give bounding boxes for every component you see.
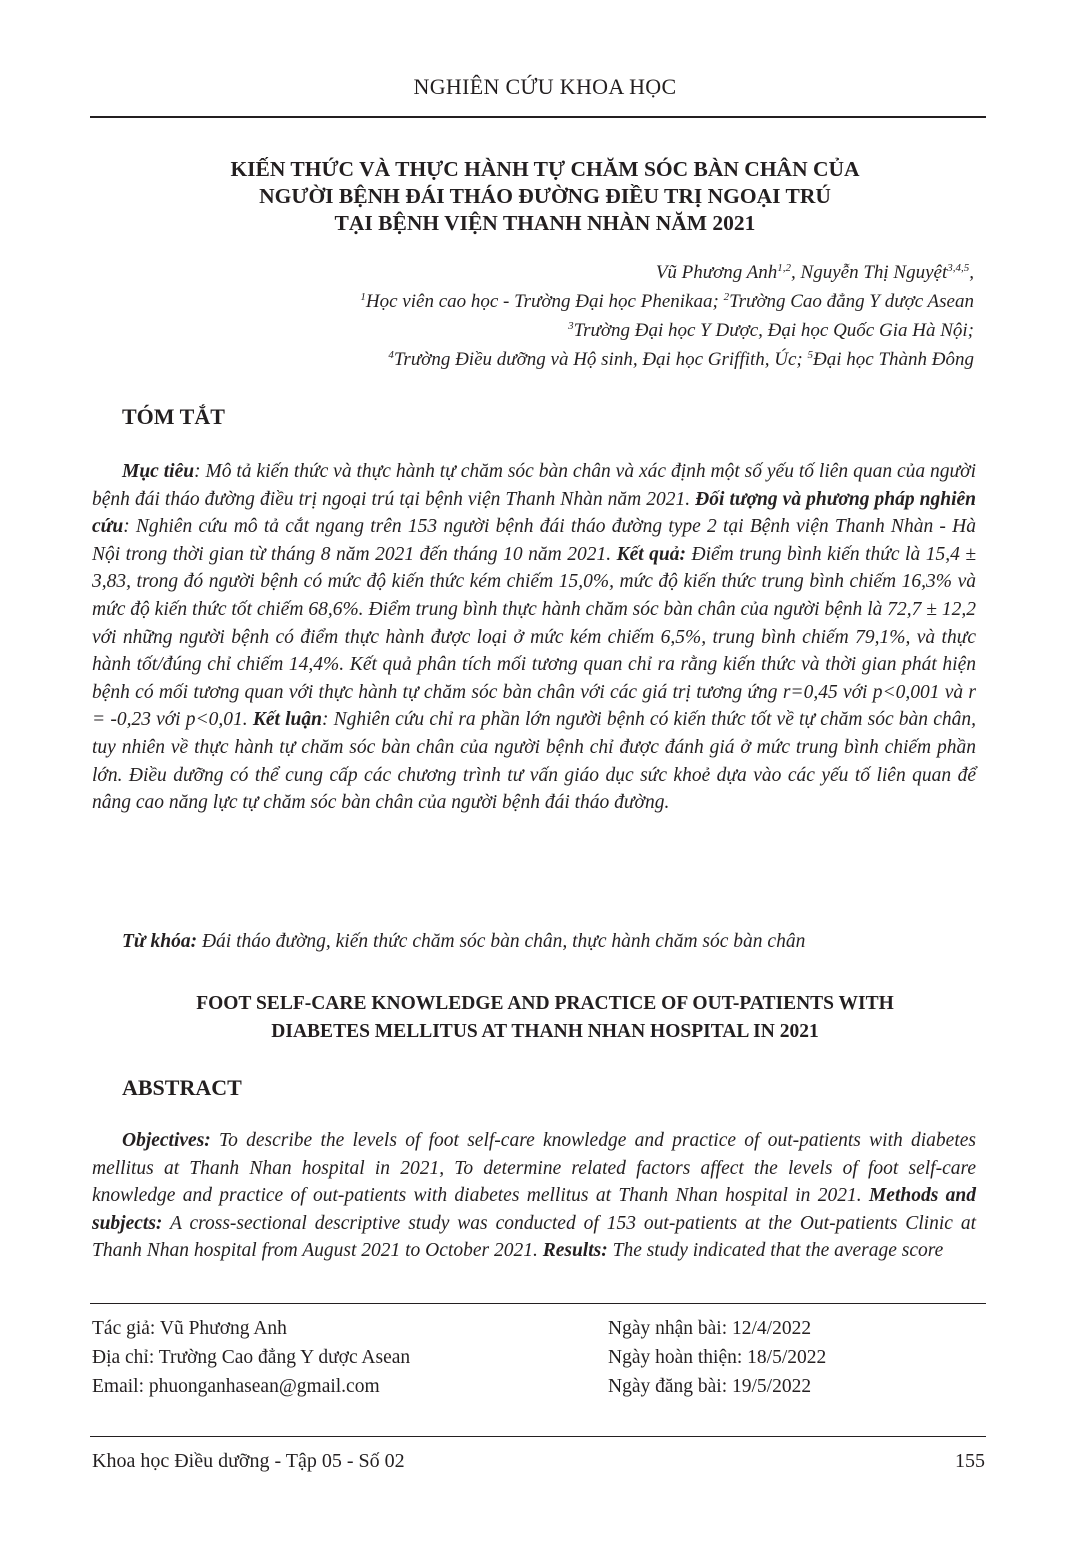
superscript: 5 <box>807 349 814 361</box>
bold-label: Objectives: <box>122 1130 211 1151</box>
title-vn-line: KIẾN THỨC VÀ THỰC HÀNH TỰ CHĂM SÓC BÀN CHÂN CỦA <box>230 157 860 181</box>
author-names <box>360 258 974 287</box>
bold-label: Methods and subjects: <box>92 1185 976 1234</box>
text-run: : Nghiên cứu mô tả cắt ngang trên 153 người bệnh đái tháo đường type 2 tại Bệnh viện Thanh Nhàn - Hà Nội trong thời gian từ tháng 8 năm 2021 đến tháng 10 năm 2021. <box>92 516 976 565</box>
text-run: Đại học Thành Đông <box>813 349 974 370</box>
text-run: Vũ Phương Anh <box>655 262 778 283</box>
author-email: Email: phuonganhasean@gmail.com <box>92 1376 380 1397</box>
title-vn-line: NGƯỜI BỆNH ĐÁI THÁO ĐƯỜNG ĐIỀU TRỊ NGOẠI TRÚ <box>259 184 831 208</box>
text-run: Trường Đại học Y Dược, Đại học Quốc Gia Hà Nội; <box>573 320 974 341</box>
affiliation-line <box>360 345 974 374</box>
keywords-vn <box>92 928 976 956</box>
text-run: , <box>969 262 974 283</box>
date-revised: Ngày hoàn thiện: 18/5/2022 <box>608 1347 827 1368</box>
page-number: 155 <box>955 1450 985 1472</box>
superscript: 4 <box>388 349 394 361</box>
text-run: Điểm trung bình kiến thức là 15,4 ± 3,83, trong đó người bệnh có mức độ kiến thức kém chiếm 15,0%, mức độ kiến thức trung bình chiếm 16,3% và mức độ kiến thức tốt chiếm 68,6%. Điểm trung bình thực hành chăm sóc bàn chân của người bệnh là 72,7 ± 12,2 với những người bệnh có điểm thực hành được loại ở mức kém chiếm 6,5%, trung bình chiếm 79,1%, và thực hành tốt/đúng chỉ chiếm 14,4%. Kết quả phân tích mối tương quan chỉ ra rằng kiến thức và thời gian phát hiện bệnh có mối tương quan với thực hành tự chăm sóc bàn chân với các giá trị tương ứng r=0,45 với p<0,001 và r = -0,23 với p<0,01. <box>92 543 977 731</box>
article-title-en <box>60 990 1030 1046</box>
running-header: NGHIÊN CỨU KHOA HỌC <box>413 74 677 99</box>
superscript: 1 <box>360 291 366 303</box>
header-rule <box>90 116 986 118</box>
correspondence-info <box>92 1314 410 1401</box>
text-run: Trường Điều dưỡng và Hộ sinh, Đại học Griffith, Úc; <box>393 349 808 370</box>
publication-dates <box>608 1314 826 1401</box>
text-run: , Nguyễn Thị Nguyệt <box>791 262 948 283</box>
summary-heading: TÓM TẮT <box>122 404 225 429</box>
abstract-heading: ABSTRACT <box>122 1075 242 1100</box>
author-block <box>360 258 974 374</box>
affiliation-line <box>360 316 974 345</box>
bold-label: Results: <box>542 1240 608 1262</box>
bold-label: Mục tiêu <box>122 461 195 482</box>
affiliation-line <box>360 287 974 316</box>
text-run: : Mô tả kiến thức và thực hành tự chăm sóc bàn chân và xác định một số yếu tố liên quan của người bệnh đái tháo đường điều trị ngoại trú tại bệnh viện Thanh Nhàn năm 2021. <box>92 461 976 510</box>
text-run: Trường Cao đẳng Y dược Asean <box>729 291 974 312</box>
summary-paragraph-vn <box>92 458 976 817</box>
text-run: Đái tháo đường, kiến thức chăm sóc bàn chân, thực hành chăm sóc bàn chân <box>197 931 806 952</box>
bold-label: Từ khóa: <box>122 931 198 952</box>
superscript: 3 <box>568 320 574 332</box>
date-received: Ngày nhận bài: 12/4/2022 <box>608 1318 812 1339</box>
title-vn-line: TẠI BỆNH VIỆN THANH NHÀN NĂM 2021 <box>334 211 756 235</box>
corresponding-author: Tác giả: Vũ Phương Anh <box>92 1318 287 1339</box>
text-run: A cross-sectional descriptive study was conducted of 153 out-patients at the Out-patients Clinic at Thanh Nhan hospital from August 2021 to October 2021. <box>92 1212 976 1262</box>
abstract-paragraph-en <box>92 1127 976 1265</box>
bold-label: Kết quả: <box>616 543 686 565</box>
text-run: The study indicated that the average score <box>607 1240 944 1262</box>
superscript: 2 <box>723 291 730 303</box>
title-en-line: DIABETES MELLITUS AT THANH NHAN HOSPITAL IN 2021 <box>271 1021 819 1042</box>
text-run: To describe the levels of foot self-care knowledge and practice of out-patients with diabetes mellitus at Thanh Nhan hospital in 2021, To determine related factors affect the levels of foot self-care knowledge and practice of out-patients with diabetes mellitus at Thanh Nhan hospital in 2021. <box>92 1130 976 1207</box>
text-run: Học viên cao học - Trường Đại học Phenikaa; <box>365 291 724 312</box>
article-title-vn <box>100 156 990 237</box>
bold-label: Đối tượng và phương pháp nghiên cứu <box>92 488 977 538</box>
author-address: Địa chỉ: Trường Cao đẳng Y dược Asean <box>92 1347 411 1368</box>
bottom-rule <box>90 1436 986 1437</box>
journal-name: Khoa học Điều dưỡng - Tập 05 - Số 02 <box>92 1450 405 1472</box>
bold-label: Kết luận <box>252 709 322 731</box>
title-en-line: FOOT SELF-CARE KNOWLEDGE AND PRACTICE OF OUT-PATIENTS WITH <box>196 993 894 1014</box>
superscript: 3,4,5 <box>947 262 970 274</box>
footer-rule <box>90 1303 986 1304</box>
text-run: : Nghiên cứu chỉ ra phần lớn người bệnh có kiến thức tốt về tự chăm sóc bàn chân, tuy nhiên về thực hành tự chăm sóc bàn chân của người bệnh chỉ được đánh giá ở mức trung bình chiếm phần lớn. Điều dưỡng có thể cung cấp các chương trình tư vấn giáo dục sức khoẻ dựa vào các yếu tố liên quan để nâng cao năng lực tự chăm sóc bàn chân của người bệnh đái tháo đường. <box>92 709 977 814</box>
date-published: Ngày đăng bài: 19/5/2022 <box>608 1376 812 1397</box>
superscript: 1,2 <box>777 262 792 274</box>
